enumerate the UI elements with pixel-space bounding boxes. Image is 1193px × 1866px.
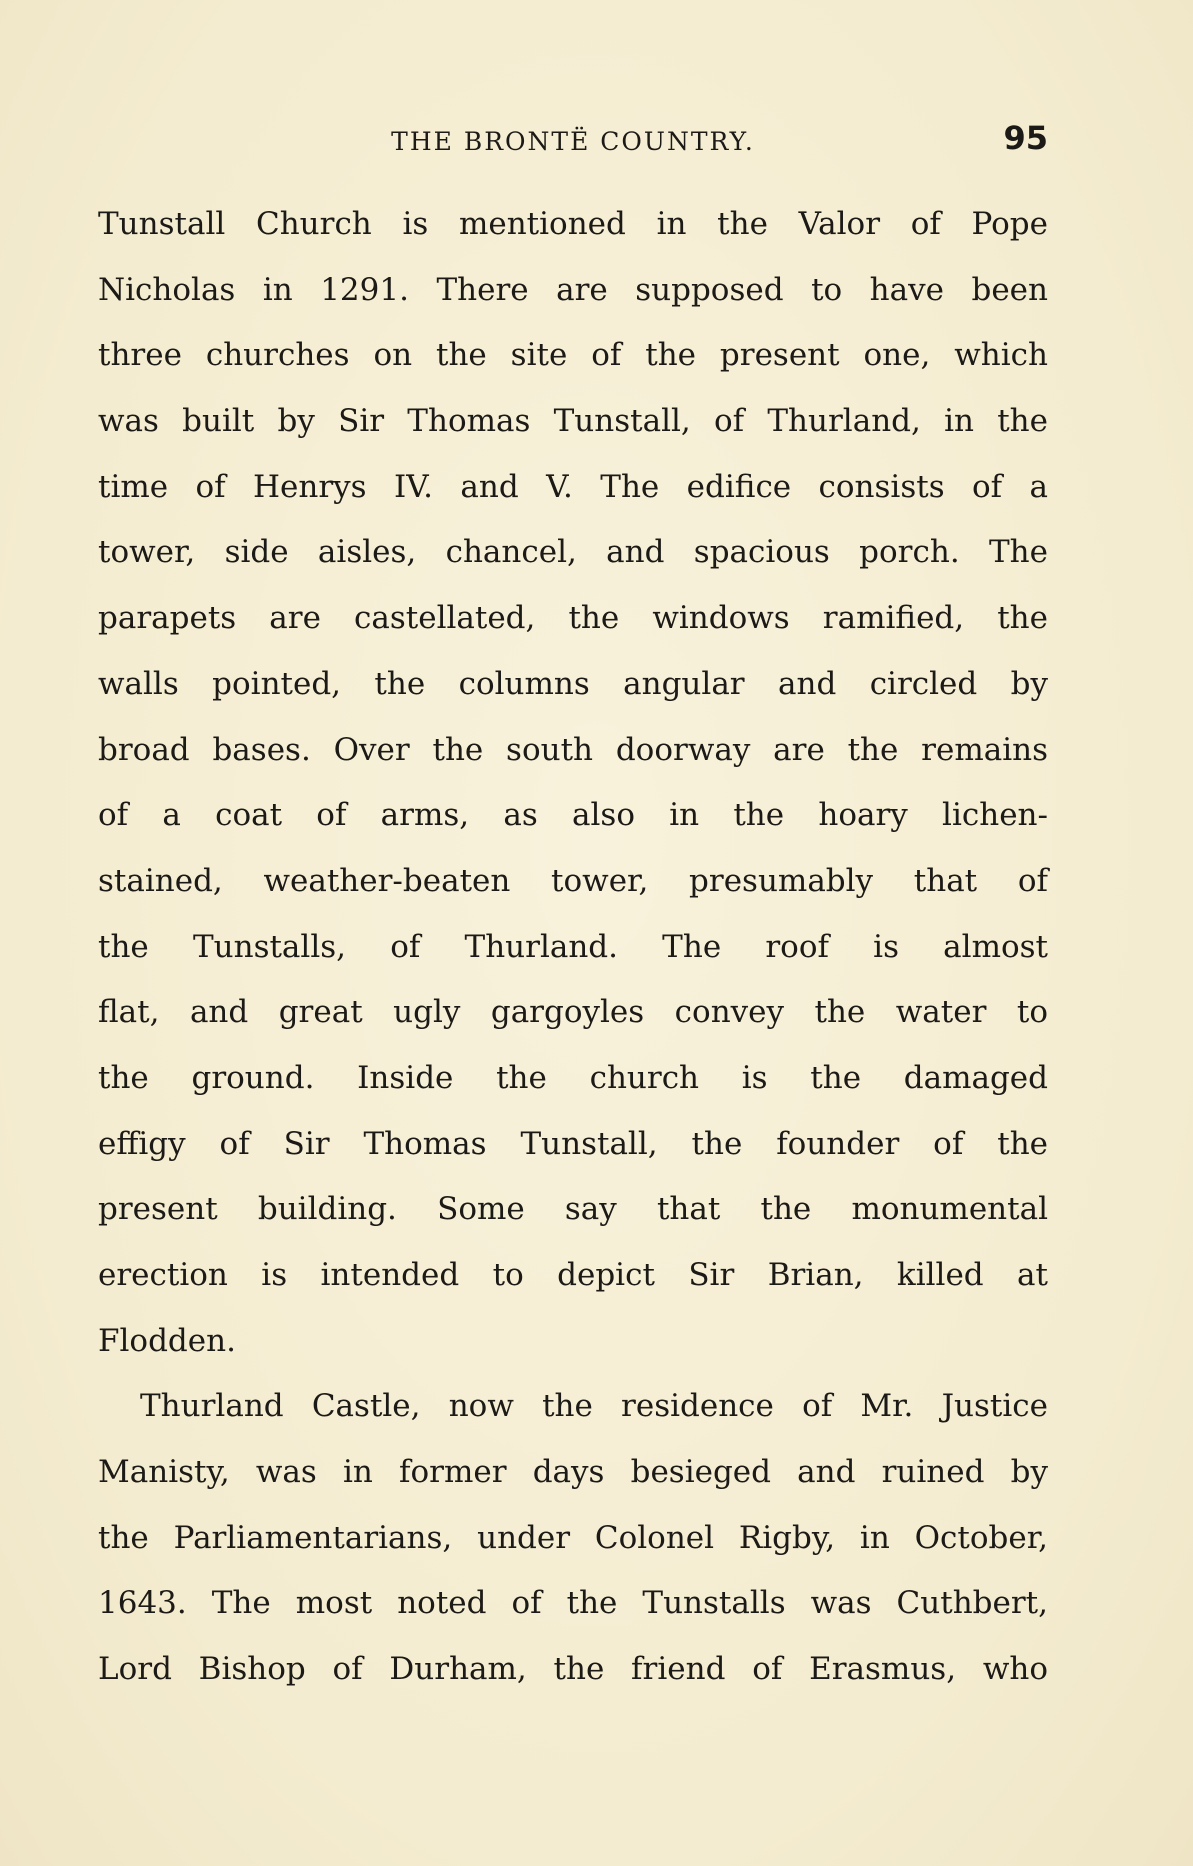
text-line: three churches on the site of the present one, which xyxy=(98,337,1048,374)
text-line: Lord Bishop of Durham, the friend of Erasmus, who xyxy=(98,1651,1048,1688)
running-head xyxy=(98,119,1048,162)
text-line: parapets are castellated, the windows ramified, the xyxy=(98,600,1048,637)
text-line: stained, weather-beaten tower, presumably that of xyxy=(98,862,1048,899)
text-line: Nicholas in 1291. There are supposed to have been xyxy=(98,271,1048,308)
text-line: of a coat of arms, as also in the hoary lichen- xyxy=(98,797,1048,834)
page-number: 95 xyxy=(1003,119,1048,157)
text-line: 1643. The most noted of the Tunstalls was Cuthbert, xyxy=(98,1585,1048,1622)
text-line: the Tunstalls, of Thurland. The roof is almost xyxy=(98,928,1048,965)
paragraph-2 xyxy=(98,1374,1048,1702)
running-title: THE BRONTË COUNTRY. xyxy=(391,127,755,156)
text-line: Flodden. xyxy=(98,1322,236,1359)
text-line: effigy of Sir Thomas Tunstall, the founder of the xyxy=(98,1125,1048,1162)
paragraph-1 xyxy=(98,192,1048,1374)
text-line: was built by Sir Thomas Tunstall, of Thurland, in the xyxy=(98,403,1048,440)
text-line: present building. Some say that the monumental xyxy=(98,1191,1048,1228)
text-line: erection is intended to depict Sir Brian, killed at xyxy=(98,1257,1048,1293)
text-line: flat, and great ugly gargoyles convey the water to xyxy=(98,994,1048,1031)
text-line: Manisty, was in former days besieged and ruined by xyxy=(98,1454,1048,1491)
text-line: the ground. Inside the church is the damaged xyxy=(98,1059,1048,1096)
text-line: time of Henrys IV. and V. The edifice consists of a xyxy=(98,468,1048,505)
text-line: Thurland Castle, now the residence of Mr. Justice xyxy=(140,1388,1048,1425)
text-line: the Parliamentarians, under Colonel Rigby, in October, xyxy=(98,1519,1048,1556)
body-text xyxy=(98,192,1048,1703)
text-line: Tunstall Church is mentioned in the Valor of Pope xyxy=(98,206,1048,242)
text-line: tower, side aisles, chancel, and spacious porch. The xyxy=(98,534,1048,571)
text-line: walls pointed, the columns angular and circled by xyxy=(98,665,1048,702)
text-line: broad bases. Over the south doorway are the remains xyxy=(98,731,1048,768)
